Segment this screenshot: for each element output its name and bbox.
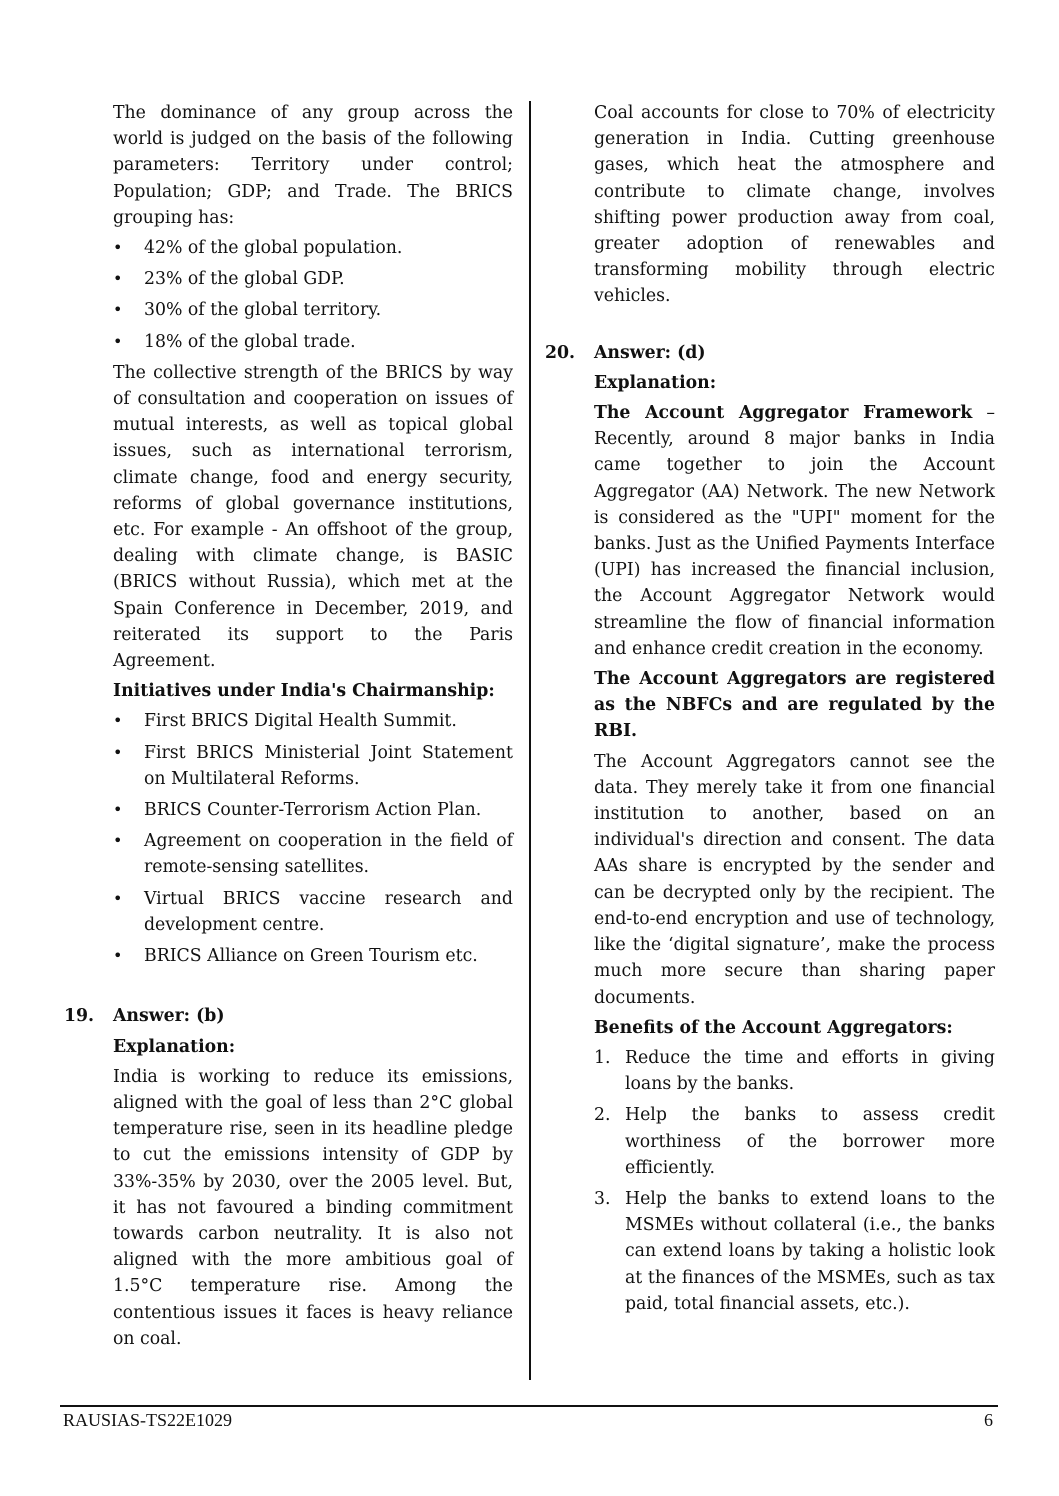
page-number: 6 [984, 1410, 993, 1430]
question-19-answer [64, 1003, 513, 1352]
list-item: • 23% of the global GDP. [113, 266, 513, 292]
list-number: 1. [594, 1047, 611, 1068]
initiatives-heading: Initiatives under India's Chairmanship: [113, 681, 495, 702]
list-text: Help the banks to assess credit worthiness of the borrower more efficiently. [625, 1105, 995, 1178]
question-number: 19. [64, 1006, 95, 1027]
footer [63, 1410, 993, 1431]
initiatives-list [113, 708, 513, 969]
question-20-answer [545, 340, 995, 1317]
list-item: • 18% of the global trade. [113, 329, 513, 355]
list-item: • BRICS Counter-Terrorism Action Plan. [113, 797, 513, 823]
left-column [64, 100, 513, 1352]
list-item [594, 1045, 995, 1097]
list-number: 2. [594, 1105, 611, 1126]
right-column [545, 100, 995, 1322]
cannot-see-text: The Account Aggregators cannot see the data. They merely take it from one financial institution to another, based on an individual's direction and consent. The data AAs share is encrypted by the sender and can be decrypted only by the recipient. The end-to-end encryption and use of technology, like the ‘digital signature’, make the process much more secure than sharing paper documents. [594, 751, 995, 1008]
framework-title: The Account Aggregator Framework [594, 403, 973, 424]
list-text: Reduce the time and efforts in giving loans by the banks. [625, 1047, 995, 1095]
framework-paragraph [594, 400, 995, 662]
framework-text: – Recently, around 8 major banks in India came together to join the Account Aggregator (AA) Network. The new Network is considered as the "UPI" moment for the banks. Just as the Unified Payments Interface (UPI) has increased the financial inclusion, the Account Aggregator Network would streamline the flow of financial information and enhance credit creation in the economy. [594, 403, 995, 659]
answer-label: Answer: (d) [594, 342, 706, 363]
list-item: • Virtual BRICS vaccine research and development centre. [113, 886, 513, 938]
list-item: • First BRICS Ministerial Joint Statement on Multilateral Reforms. [113, 740, 513, 792]
coal-text: Coal accounts for close to 70% of electricity generation in India. Cutting greenhouse gases, which heat the atmosphere and contribute to climate change, involves shifting power production away from coal, greater adoption of renewables and transforming mobility through electric vehicles. [594, 103, 995, 307]
brics-intro: The dominance of any group across the world is judged on the basis of the following parameters: Territory under control; Population; GDP; and Trade. The BRICS grouping has: [113, 103, 513, 228]
question-number: 20. [545, 342, 576, 363]
explanation-label: Explanation: [113, 1036, 236, 1057]
answer-label: Answer: (b) [113, 1006, 225, 1027]
document-code: RAUSIAS-TS22E1029 [63, 1410, 233, 1430]
list-item: • 30% of the global territory. [113, 297, 513, 323]
benefits-list [594, 1045, 995, 1317]
list-item: • Agreement on cooperation in the field of remote-sensing satellites. [113, 828, 513, 880]
explanation-text: India is working to reduce its emissions, aligned with the goal of less than 2°C global temperature rise, seen in its headline pledge to cut the emissions intensity of GDP by 33%-35% by 2030, over the 2005 level. But, it has not favoured a binding commitment towards carbon neutrality. It is also not aligned with the more ambitious goal of 1.5°C temperature rise. Among the contentious issues it faces is heavy reliance on coal. [113, 1066, 513, 1349]
list-item: • BRICS Alliance on Green Tourism etc. [113, 943, 513, 969]
benefits-heading: Benefits of the Account Aggregators: [594, 1017, 953, 1038]
list-number: 3. [594, 1188, 611, 1209]
list-item [594, 1102, 995, 1181]
brics-stats-list [113, 235, 513, 355]
list-item: • First BRICS Digital Health Summit. [113, 708, 513, 734]
list-item: • 42% of the global population. [113, 235, 513, 261]
explanation-label: Explanation: [594, 372, 717, 393]
column-divider [529, 101, 531, 1380]
registered-text: The Account Aggregators are registered as the NBFCs and are regulated by the RBI. [594, 669, 995, 742]
footer-rule [60, 1405, 998, 1407]
brics-collective-strength: The collective strength of the BRICS by way of consultation and cooperation on issues of mutual interests, as well as topical global issues, such as international terrorism, climate change, food and energy security, reforms of global governance institutions, etc. For example - An offshoot of the group, dealing with climate change, is BASIC (BRICS without Russia), which met at the Spain Conference in December, 2019, and reiterated its support to the Paris Agreement. [113, 362, 513, 672]
list-text: Help the banks to extend loans to the MSMEs without collateral (i.e., the banks can extend loans by taking a holistic look at the finances of the MSMEs, such as tax paid, total financial assets, etc.). [625, 1188, 995, 1314]
list-item [594, 1186, 995, 1317]
